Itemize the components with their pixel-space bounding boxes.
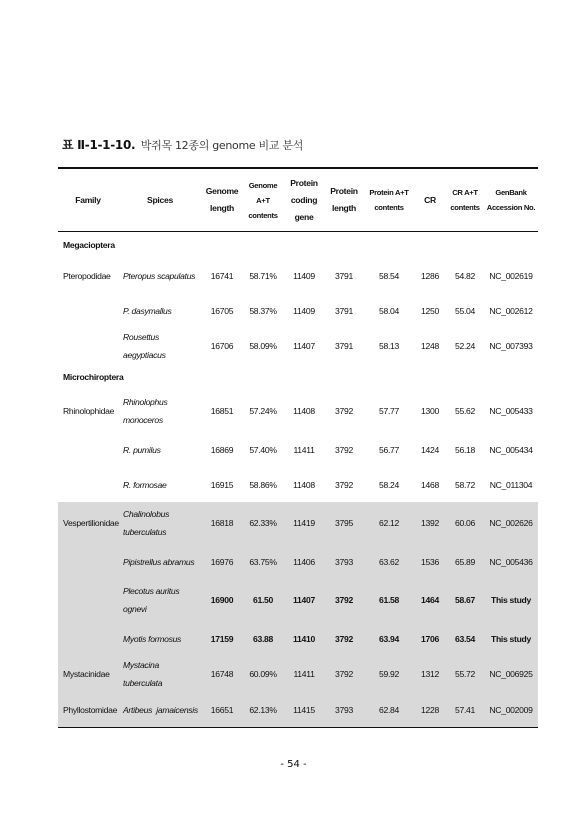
cell-cr-at: 60.06 (446, 502, 484, 544)
cell-pcg: 11406 (284, 544, 324, 579)
cell-genome-at: 57.40% (249, 444, 277, 455)
cell-pcg: 11408 (293, 479, 315, 490)
cell-genome-length: 16705 (210, 305, 234, 316)
cell-family: Phyllostomidae (58, 692, 118, 728)
header-line: CR (424, 194, 436, 205)
genome-comparison-table (58, 167, 538, 728)
header-line: length (210, 203, 234, 213)
cell-protein-length: 3791 (335, 270, 353, 281)
cell-family: Mystacinidae (58, 656, 118, 692)
cell-accession: NC_005434 (489, 444, 533, 455)
cell-pcg: 11409 (293, 305, 315, 316)
cell-family: Vespertilionidae (58, 502, 118, 544)
cell-species: R. pumilus (123, 444, 161, 455)
header-protein-at (364, 168, 414, 232)
cell-accession: NC_011304 (489, 479, 533, 490)
cell-protein-at: 62.12 (364, 502, 414, 544)
caption-label: 표 Ⅱ-1-1-10. (62, 138, 136, 152)
cell-genome-length: 16741 (210, 270, 234, 281)
cell-genome-at: 57.24% (249, 406, 277, 416)
header-line: length (332, 203, 356, 213)
cell-accession: NC_005436 (484, 544, 538, 579)
cell-genome-length: 16900 (202, 579, 242, 621)
cell-accession: NC_002009 (484, 692, 538, 728)
header-line: Genome (205, 186, 239, 196)
header-line: Protein (330, 186, 358, 196)
cell-protein-length: 3791 (335, 305, 353, 316)
cell-protein-at: 58.13 (378, 341, 399, 351)
cell-cr: 1248 (421, 341, 439, 351)
cell-protein-length: 3792 (335, 444, 353, 455)
cell-cr-at: 58.72 (454, 479, 475, 490)
cell-species: Pteropus scapulatus (123, 270, 196, 281)
cell-accession: This study (484, 621, 538, 656)
cell-pcg: 11410 (284, 621, 324, 656)
header-line: A+T (256, 195, 270, 205)
cell-genome-at: 58.71% (249, 270, 277, 281)
cell-genome-length: 16651 (202, 692, 242, 728)
cell-family: Pteropodidae (63, 270, 111, 281)
header-family (58, 168, 118, 232)
caption-text: 박쥐목 12종의 genome 비교 분석 (140, 139, 304, 152)
cell-accession: This study (484, 579, 538, 621)
table-row (58, 621, 538, 656)
cell-genome-at: 58.09% (249, 341, 277, 351)
cell-cr-at: 56.18 (454, 444, 475, 455)
cell-species: Chalinolobus tuberculatus (118, 502, 202, 544)
cell-cr: 1424 (421, 444, 439, 455)
cell-pcg: 11407 (293, 341, 315, 351)
cell-genome-at: 58.37% (249, 305, 277, 316)
group-row (58, 232, 538, 259)
cell-species: Mystacina tuberculata (118, 656, 202, 692)
header-species (118, 168, 202, 232)
cell-family (58, 621, 118, 656)
table-row (58, 328, 538, 364)
cell-protein-length: 3793 (324, 544, 364, 579)
cell-species: Artibeus jamaicensis (118, 692, 202, 728)
cell-pcg: 11411 (284, 656, 324, 692)
cell-pcg: 11411 (293, 444, 315, 455)
cell-protein-length: 3792 (324, 621, 364, 656)
cell-cr: 1300 (421, 406, 439, 416)
header-line: Protein A+T (369, 188, 409, 197)
header-genome-length (202, 168, 242, 232)
cell-cr-at: 54.82 (454, 270, 475, 281)
header-cr (414, 168, 446, 232)
cell-family: Rhinolophidae (63, 406, 115, 416)
cell-family (58, 579, 118, 621)
cell-cr-at: 57.41 (446, 692, 484, 728)
cell-genome-length: 16915 (210, 479, 234, 490)
table-row (58, 390, 538, 432)
table-row (58, 258, 538, 293)
cell-cr: 1464 (414, 579, 446, 621)
table-caption (62, 136, 303, 153)
cell-cr-at: 55.62 (454, 406, 475, 416)
header-line: Family (75, 194, 101, 205)
header-line: Genome (248, 180, 278, 190)
cell-protein-at: 61.58 (364, 579, 414, 621)
cell-protein-length: 3792 (324, 656, 364, 692)
header-cr-at (446, 168, 484, 232)
cell-cr: 1536 (414, 544, 446, 579)
cell-family (58, 432, 118, 467)
cell-pcg: 11407 (284, 579, 324, 621)
cell-species: Myotis formosus (118, 621, 202, 656)
cell-cr: 1286 (421, 270, 439, 281)
cell-protein-at: 57.77 (378, 406, 399, 416)
cell-cr: 1706 (414, 621, 446, 656)
table-row (58, 502, 538, 544)
cell-protein-at: 56.77 (378, 444, 399, 455)
cell-genome-at: 62.13% (242, 692, 284, 728)
cell-genome-length: 16818 (202, 502, 242, 544)
cell-genome-at: 63.75% (242, 544, 284, 579)
cell-family (58, 467, 118, 502)
cell-accession: NC_007393 (489, 341, 533, 351)
cell-genome-at: 63.88 (242, 621, 284, 656)
cell-pcg: 11415 (284, 692, 324, 728)
table-row (58, 467, 538, 502)
header-line: contents (374, 203, 404, 212)
cell-protein-length: 3795 (324, 502, 364, 544)
cell-species: Plecotus auritus ognevi (118, 579, 202, 621)
cell-cr: 1468 (421, 479, 439, 490)
cell-cr: 1228 (414, 692, 446, 728)
cell-accession: NC_002619 (489, 270, 533, 281)
cell-cr-at: 65.89 (446, 544, 484, 579)
table-row (58, 544, 538, 579)
header-line: contents (248, 210, 278, 220)
cell-genome-length: 16748 (202, 656, 242, 692)
cell-cr-at: 52.24 (454, 341, 475, 351)
cell-cr-at: 55.04 (454, 305, 475, 316)
table-row (58, 656, 538, 692)
header-line: gene (294, 211, 314, 222)
table-row (58, 432, 538, 467)
header-protein-length (324, 168, 364, 232)
cell-cr: 1312 (414, 656, 446, 692)
cell-pcg: 11409 (293, 270, 315, 281)
table-row (58, 579, 538, 621)
cell-family (58, 328, 118, 364)
cell-accession: NC_002612 (489, 305, 533, 316)
cell-genome-at: 62.33% (242, 502, 284, 544)
cell-genome-at: 58.86% (249, 479, 277, 490)
cell-family (58, 544, 118, 579)
cell-protein-length: 3792 (335, 406, 353, 416)
header-line: Spices (147, 194, 173, 205)
table-row (58, 692, 538, 728)
cell-species: Pipistrellus abramus (118, 544, 202, 579)
header-line: contents (450, 203, 480, 212)
cell-species: Rousettus aegyptiacus (123, 332, 166, 360)
cell-pcg: 11408 (293, 406, 315, 416)
group-name: Megacioptera (63, 240, 115, 250)
cell-accession: NC_002626 (484, 502, 538, 544)
header-protein-coding-gene (284, 168, 324, 232)
cell-protein-length: 3791 (335, 341, 353, 351)
cell-protein-length: 3792 (335, 479, 353, 490)
table-row (58, 293, 538, 328)
page-number: - 54 - (280, 759, 307, 770)
cell-cr-at: 55.72 (446, 656, 484, 692)
cell-protein-at: 59.92 (364, 656, 414, 692)
cell-protein-length: 3792 (324, 579, 364, 621)
cell-protein-length: 3793 (324, 692, 364, 728)
cell-protein-at: 58.54 (378, 270, 399, 281)
cell-cr: 1392 (414, 502, 446, 544)
header-line: GenBank (495, 188, 527, 197)
cell-protein-at: 63.62 (364, 544, 414, 579)
header-genome-at (242, 168, 284, 232)
cell-family (58, 293, 118, 328)
cell-genome-at: 60.09% (242, 656, 284, 692)
header-genbank (484, 168, 538, 232)
cell-genome-length: 17159 (202, 621, 242, 656)
cell-protein-at: 63.94 (364, 621, 414, 656)
cell-protein-at: 58.24 (378, 479, 399, 490)
group-row (58, 364, 538, 390)
cell-protein-at: 62.84 (364, 692, 414, 728)
group-name: Microchiroptera (63, 372, 124, 382)
cell-genome-length: 16976 (202, 544, 242, 579)
cell-species: P. dasymallus (123, 305, 172, 316)
cell-genome-at: 61.50 (242, 579, 284, 621)
cell-genome-length: 16706 (210, 341, 234, 351)
cell-species: R. formosae (123, 479, 167, 490)
cell-accession: NC_006925 (484, 656, 538, 692)
cell-pcg: 11419 (284, 502, 324, 544)
header-line: Protein (290, 177, 318, 188)
cell-cr-at: 58.67 (446, 579, 484, 621)
header-line: coding (290, 194, 318, 205)
cell-genome-length: 16869 (210, 444, 234, 455)
cell-species: Rhinolophus monoceros (123, 397, 168, 425)
cell-protein-at: 58.04 (378, 305, 399, 316)
cell-cr-at: 63.54 (446, 621, 484, 656)
header-line: CR A+T (452, 188, 478, 197)
cell-accession: NC_005433 (489, 406, 533, 416)
cell-genome-length: 16851 (210, 406, 234, 416)
cell-cr: 1250 (421, 305, 439, 316)
header-row (58, 168, 538, 232)
header-line: Accession No. (486, 203, 536, 212)
